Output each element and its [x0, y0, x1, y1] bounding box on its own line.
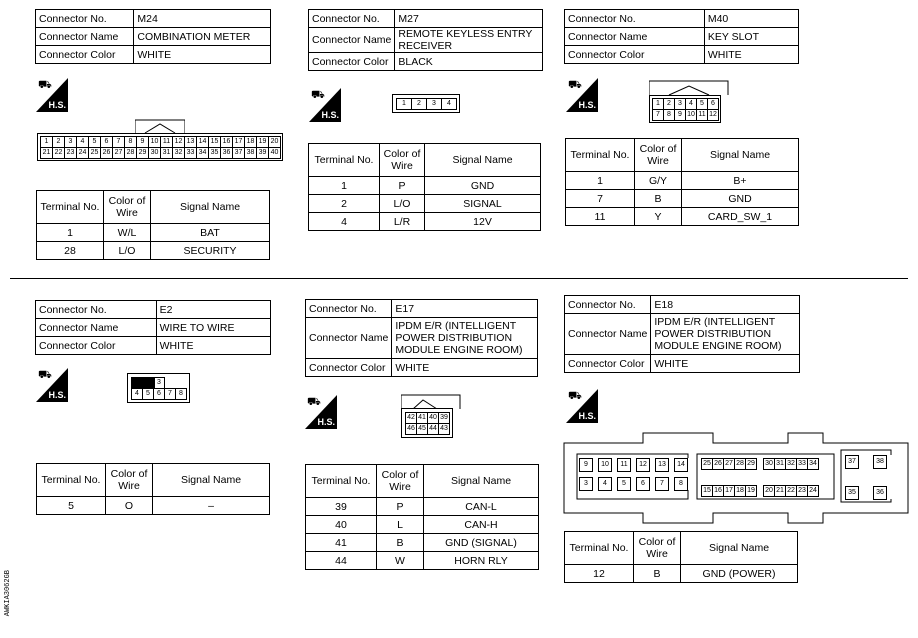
pin-cell: 28 [124, 147, 137, 159]
terminal-row [37, 497, 270, 515]
terminal-number: 40 [306, 516, 377, 534]
header-terminal-no: Terminal No. [37, 191, 104, 224]
header-color-of-wire: Color of Wire [104, 191, 151, 224]
pin-cell: 40 [268, 147, 281, 159]
pin-cell: 6 [100, 136, 113, 148]
pin-cell: 14 [196, 136, 209, 148]
pin-cell: 6 [153, 388, 165, 400]
pin-cell: 27 [112, 147, 125, 159]
label-connector-name: Connector Name [565, 28, 705, 46]
pin-cell: 35 [845, 486, 859, 500]
pin-cell: 21 [40, 147, 53, 159]
pin-cell: 1 [652, 98, 664, 110]
pin-cell: 1 [396, 98, 412, 110]
connector-name-value: KEY SLOT [704, 28, 798, 46]
pin-cell: 36 [220, 147, 233, 159]
pin-cell: 23 [796, 485, 808, 497]
connector-color-value: WHITE [651, 355, 800, 373]
terminal-number: 39 [306, 498, 377, 516]
connector-no-value: M27 [395, 10, 543, 28]
terminal-number: 7 [566, 190, 635, 208]
connector-m40-terminals [565, 138, 799, 226]
pin-cell: 33 [184, 147, 197, 159]
pin-cell: 26 [712, 458, 724, 470]
signal-name: GND (POWER) [681, 565, 798, 583]
terminal-row [566, 172, 799, 190]
wire-color: L [377, 516, 424, 534]
label-connector-name: Connector Name [565, 314, 651, 355]
terminal-number: 44 [306, 552, 377, 570]
pin-cell: 38 [873, 455, 887, 469]
pin-cell: 37 [232, 147, 245, 159]
wire-color: B [377, 534, 424, 552]
signal-name: B+ [682, 172, 799, 190]
pin-cell: 12 [172, 136, 185, 148]
terminal-row [37, 242, 270, 260]
e18-pin-group-b [701, 458, 756, 496]
header-terminal-no: Terminal No. [565, 532, 634, 565]
terminal-number: 4 [309, 213, 380, 231]
wire-color: L/R [380, 213, 425, 231]
pin-cell: 10 [148, 136, 161, 148]
pin-cell: 46 [405, 423, 417, 435]
pin-cell: 16 [220, 136, 233, 148]
pin-cell: 37 [845, 455, 859, 469]
m40-connector-latch [649, 80, 729, 96]
connector-name-value: REMOTE KEYLESS ENTRY RECEIVER [395, 28, 543, 53]
wire-color: L/O [380, 195, 425, 213]
pin-cell: 3 [64, 136, 77, 148]
pin-cell: 7 [112, 136, 125, 148]
pin-cell: 8 [663, 109, 675, 121]
pin-cell: 19 [745, 485, 757, 497]
connector-color-value: WHITE [156, 337, 270, 355]
pin-cell: 30 [148, 147, 161, 159]
pin-cell: 8 [674, 477, 688, 491]
header-signal-name: Signal Name [151, 191, 270, 224]
header-color-of-wire: Color of Wire [380, 144, 425, 177]
signal-name: SIGNAL [425, 195, 541, 213]
pin-cell: 5 [696, 98, 708, 110]
pin-cell: 2 [663, 98, 675, 110]
label-connector-no: Connector No. [36, 301, 157, 319]
signal-name: HORN RLY [424, 552, 539, 570]
label-connector-no: Connector No. [309, 10, 395, 28]
connector-e18-terminals [564, 531, 798, 583]
label-connector-color: Connector Color [36, 337, 157, 355]
pin-cell: 26 [100, 147, 113, 159]
label-connector-name: Connector Name [309, 28, 395, 53]
pin-cell: 14 [674, 458, 688, 472]
signal-name: 12V [425, 213, 541, 231]
m24-connector-latch [135, 118, 185, 134]
signal-name: CAN-H [424, 516, 539, 534]
wire-color: W/L [104, 224, 151, 242]
terminal-row [306, 498, 539, 516]
label-connector-name: Connector Name [36, 319, 157, 337]
pin-cell: 7 [164, 388, 176, 400]
connector-e18-info [564, 295, 800, 373]
pin-cell: 17 [723, 485, 735, 497]
pin-cell: 15 [208, 136, 221, 148]
terminal-row [309, 213, 541, 231]
terminal-row [566, 190, 799, 208]
pin-cell [131, 377, 155, 389]
connector-no-value: E17 [392, 300, 538, 318]
connector-m40-info [564, 9, 799, 64]
pin-cell: 4 [131, 388, 143, 400]
pin-cell: 9 [674, 109, 686, 121]
header-color-of-wire: Color of Wire [634, 532, 681, 565]
signal-name: CARD_SW_1 [682, 208, 799, 226]
pin-cell: 32 [172, 147, 185, 159]
e2-pin-diagram [127, 373, 190, 403]
pin-cell: 12 [707, 109, 719, 121]
pin-cell: 23 [64, 147, 77, 159]
pin-cell: 24 [807, 485, 819, 497]
header-color-of-wire: Color of Wire [106, 464, 153, 497]
document-code: AWKIA3062GB [4, 570, 12, 617]
harness-side-icon: ⛟ H.S. [568, 79, 596, 110]
label-connector-color: Connector Color [565, 46, 705, 64]
connector-m24-info [35, 9, 271, 64]
pin-cell: 18 [244, 136, 257, 148]
pin-cell: 11 [617, 458, 631, 472]
e18-pin-group-c [763, 458, 818, 496]
pin-cell: 40 [427, 412, 439, 424]
pin-cell: 34 [196, 147, 209, 159]
pin-cell: 8 [175, 388, 187, 400]
wire-color: B [634, 565, 681, 583]
label-connector-color: Connector Color [309, 53, 395, 71]
pin-cell: 28 [734, 458, 746, 470]
pin-cell: 39 [438, 412, 450, 424]
header-terminal-no: Terminal No. [566, 139, 635, 172]
signal-name: GND (SIGNAL) [424, 534, 539, 552]
wire-color: L/O [104, 242, 151, 260]
pin-cell: 12 [636, 458, 650, 472]
pin-cell: 5 [617, 477, 631, 491]
pin-cell: 20 [268, 136, 281, 148]
pin-cell: 19 [256, 136, 269, 148]
e17-pin-diagram [401, 408, 453, 438]
pin-cell: 9 [579, 458, 593, 472]
pin-cell: 11 [160, 136, 173, 148]
pin-cell: 25 [701, 458, 713, 470]
pin-cell: 1 [40, 136, 53, 148]
pin-cell: 8 [124, 136, 137, 148]
pin-cell: 10 [685, 109, 697, 121]
pin-cell: 36 [873, 486, 887, 500]
terminal-number: 5 [37, 497, 106, 515]
pin-cell: 5 [88, 136, 101, 148]
label-connector-color: Connector Color [306, 359, 392, 377]
terminal-number: 2 [309, 195, 380, 213]
terminal-number: 11 [566, 208, 635, 226]
pin-cell: 30 [763, 458, 775, 470]
terminal-row [306, 534, 539, 552]
pin-cell: 13 [184, 136, 197, 148]
pin-cell: 3 [153, 377, 165, 389]
signal-name: GND [425, 177, 541, 195]
pin-cell: 17 [232, 136, 245, 148]
pin-cell: 7 [652, 109, 664, 121]
pin-cell: 22 [52, 147, 65, 159]
pin-cell: 44 [427, 423, 439, 435]
label-connector-no: Connector No. [306, 300, 392, 318]
terminal-number: 1 [37, 224, 104, 242]
header-color-of-wire: Color of Wire [377, 465, 424, 498]
pin-cell: 11 [696, 109, 708, 121]
terminal-row [565, 565, 798, 583]
pin-cell: 2 [52, 136, 65, 148]
header-signal-name: Signal Name [424, 465, 539, 498]
connector-e2-info [35, 300, 271, 355]
terminal-number: 12 [565, 565, 634, 583]
signal-name: SECURITY [151, 242, 270, 260]
pin-cell: 6 [636, 477, 650, 491]
header-terminal-no: Terminal No. [37, 464, 106, 497]
label-connector-name: Connector Name [306, 318, 392, 359]
pin-cell: 41 [416, 412, 428, 424]
pin-cell: 6 [707, 98, 719, 110]
pin-cell: 43 [438, 423, 450, 435]
connector-e17-info [305, 299, 538, 377]
e18-pin-group-a [579, 458, 693, 490]
harness-side-icon: ⛟ H.S. [38, 79, 66, 110]
pin-cell: 39 [256, 147, 269, 159]
pin-cell: 4 [598, 477, 612, 491]
terminal-number: 1 [309, 177, 380, 195]
pin-cell: 13 [655, 458, 669, 472]
terminal-number: 28 [37, 242, 104, 260]
pin-cell: 33 [796, 458, 808, 470]
pin-cell: 5 [142, 388, 154, 400]
pin-cell: 29 [745, 458, 757, 470]
pin-cell: 2 [411, 98, 427, 110]
label-connector-no: Connector No. [565, 296, 651, 314]
terminal-row [306, 516, 539, 534]
harness-side-icon: ⛟ H.S. [311, 89, 339, 120]
label-connector-color: Connector Color [36, 46, 134, 64]
pin-cell: 20 [763, 485, 775, 497]
pin-cell: 7 [655, 477, 669, 491]
terminal-row [306, 552, 539, 570]
connector-e17-terminals [305, 464, 539, 570]
harness-side-icon: ⛟ H.S. [38, 369, 66, 400]
wire-color: P [380, 177, 425, 195]
header-signal-name: Signal Name [425, 144, 541, 177]
pin-cell: 34 [807, 458, 819, 470]
harness-side-icon: ⛟ H.S. [568, 390, 596, 421]
pin-cell: 4 [441, 98, 457, 110]
harness-side-icon: ⛟ H.S. [307, 396, 335, 427]
connector-no-value: E18 [651, 296, 800, 314]
pin-cell: 4 [685, 98, 697, 110]
pin-cell: 45 [416, 423, 428, 435]
pin-cell: 38 [244, 147, 257, 159]
connector-color-value: WHITE [392, 359, 538, 377]
terminal-number: 1 [566, 172, 635, 190]
signal-name: BAT [151, 224, 270, 242]
pin-cell: 4 [76, 136, 89, 148]
label-connector-no: Connector No. [36, 10, 134, 28]
pin-cell: 42 [405, 412, 417, 424]
connector-e2-terminals [36, 463, 270, 515]
wire-color: O [106, 497, 153, 515]
header-color-of-wire: Color of Wire [635, 139, 682, 172]
pin-cell: 31 [160, 147, 173, 159]
connector-name-value: WIRE TO WIRE [156, 319, 270, 337]
connector-m27-terminals [308, 143, 541, 231]
pin-cell: 22 [785, 485, 797, 497]
signal-name: GND [682, 190, 799, 208]
pin-cell: 18 [734, 485, 746, 497]
signal-name: – [153, 497, 270, 515]
wire-color: W [377, 552, 424, 570]
header-terminal-no: Terminal No. [306, 465, 377, 498]
header-signal-name: Signal Name [682, 139, 799, 172]
wire-color: G/Y [635, 172, 682, 190]
pin-cell: 27 [723, 458, 735, 470]
pin-cell: 3 [579, 477, 593, 491]
terminal-number: 41 [306, 534, 377, 552]
connector-m24-terminals [36, 190, 270, 260]
pin-cell: 29 [136, 147, 149, 159]
connector-name-value: COMBINATION METER [134, 28, 271, 46]
m24-pin-diagram [37, 133, 283, 161]
label-connector-name: Connector Name [36, 28, 134, 46]
signal-name: CAN-L [424, 498, 539, 516]
pin-cell: 24 [76, 147, 89, 159]
pin-cell: 9 [136, 136, 149, 148]
terminal-row [309, 177, 541, 195]
connector-m27-info [308, 9, 543, 71]
pin-cell: 32 [785, 458, 797, 470]
label-connector-color: Connector Color [565, 355, 651, 373]
m40-pin-diagram [649, 95, 721, 123]
header-terminal-no: Terminal No. [309, 144, 380, 177]
pin-cell: 21 [774, 485, 786, 497]
e18-pin-group-d [845, 455, 901, 499]
m27-pin-diagram [392, 94, 460, 113]
label-connector-no: Connector No. [565, 10, 705, 28]
pin-cell: 16 [712, 485, 724, 497]
pin-cell: 31 [774, 458, 786, 470]
wire-color: Y [635, 208, 682, 226]
pin-cell: 15 [701, 485, 713, 497]
connector-no-value: M40 [704, 10, 798, 28]
terminal-row [566, 208, 799, 226]
wire-color: P [377, 498, 424, 516]
header-signal-name: Signal Name [681, 532, 798, 565]
terminal-row [309, 195, 541, 213]
connector-color-value: BLACK [395, 53, 543, 71]
pin-cell: 10 [598, 458, 612, 472]
pin-cell: 35 [208, 147, 221, 159]
pin-cell: 25 [88, 147, 101, 159]
connector-color-value: WHITE [704, 46, 798, 64]
connector-color-value: WHITE [134, 46, 271, 64]
pin-cell: 3 [426, 98, 442, 110]
header-signal-name: Signal Name [153, 464, 270, 497]
wire-color: B [635, 190, 682, 208]
connector-name-value: IPDM E/R (INTELLIGENT POWER DISTRIBUTION MODULE ENGINE ROOM) [651, 314, 800, 355]
section-divider [10, 278, 908, 279]
connector-name-value: IPDM E/R (INTELLIGENT POWER DISTRIBUTION MODULE ENGINE ROOM) [392, 318, 538, 359]
connector-no-value: M24 [134, 10, 271, 28]
terminal-row [37, 224, 270, 242]
pin-cell: 3 [674, 98, 686, 110]
connector-no-value: E2 [156, 301, 270, 319]
